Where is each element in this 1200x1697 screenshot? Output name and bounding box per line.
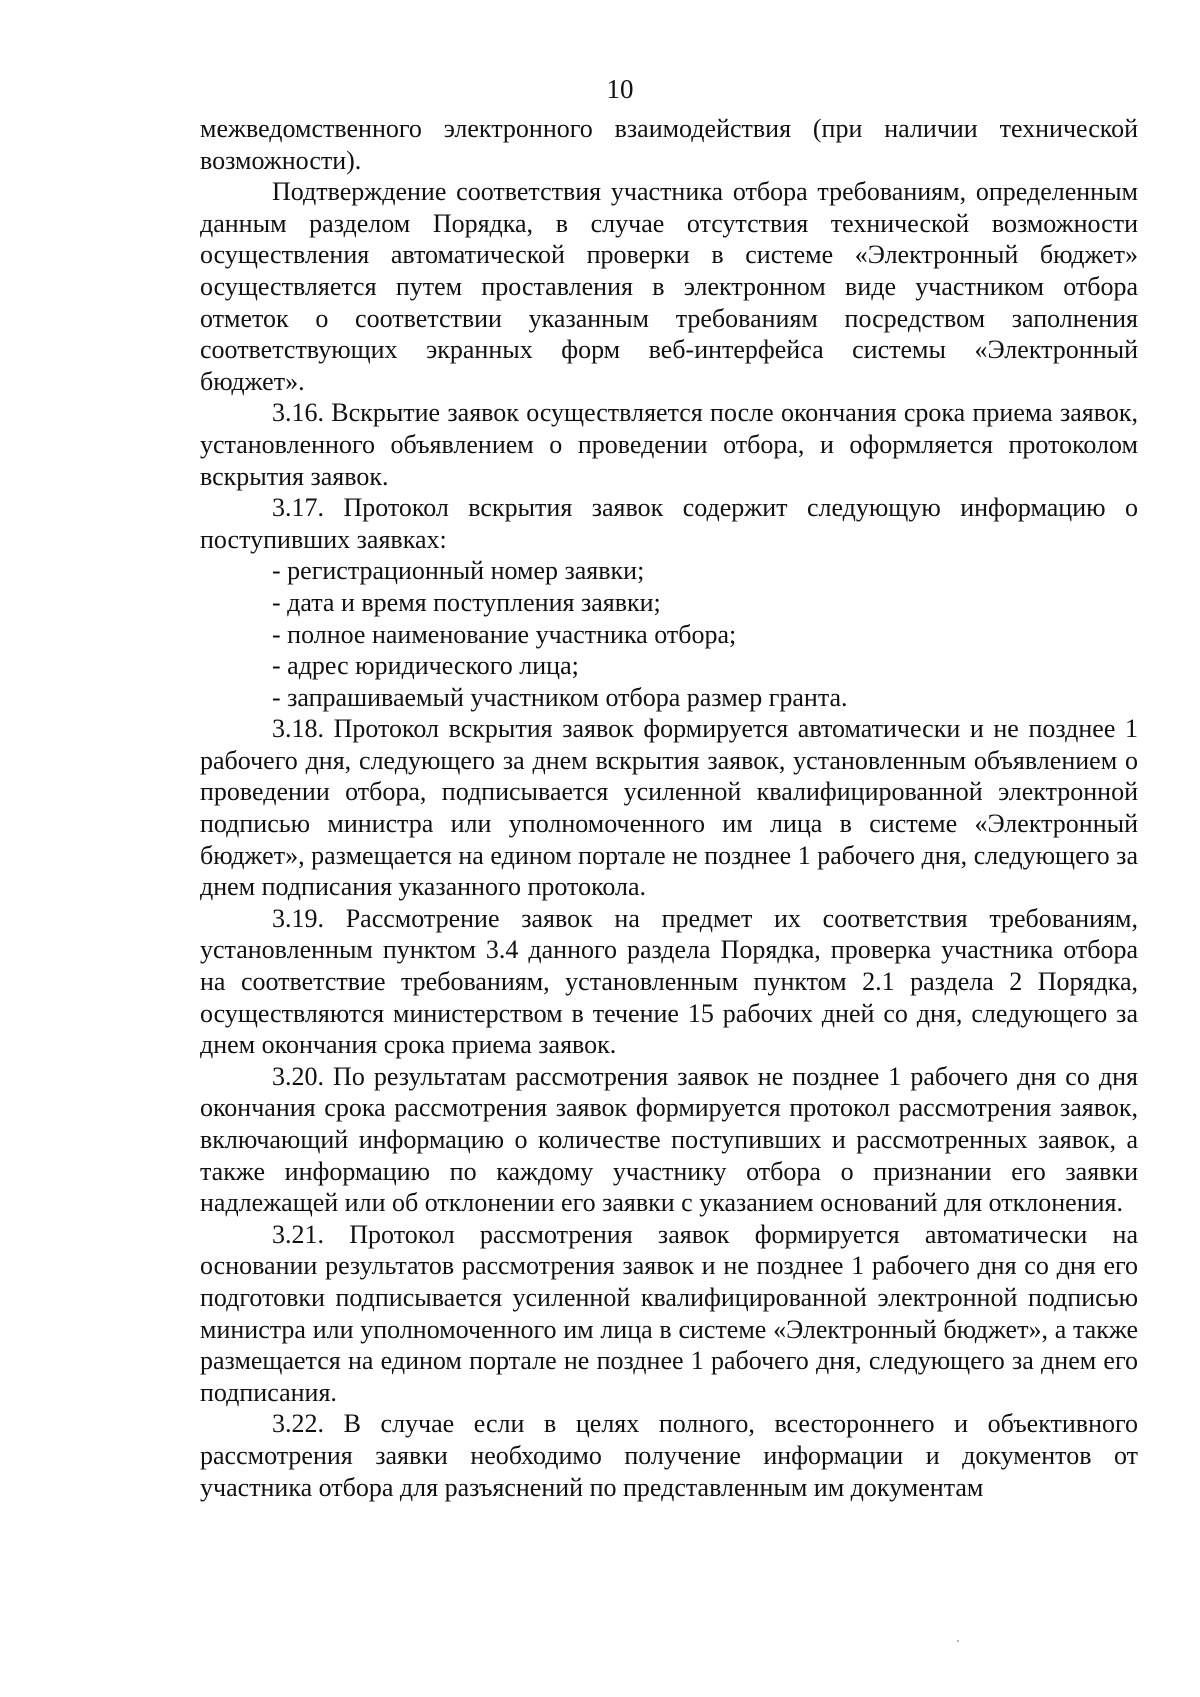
page-number: 10: [606, 74, 634, 104]
paragraph-3-22: 3.22. В случае если в целях полного, всестороннего и объективного рассмотрения заявки необходимо получение информации и документов от участника отбора для разъяснений по представленным им документам: [200, 1409, 1138, 1502]
list-item: - дата и время поступления заявки;: [272, 587, 661, 617]
list-item: - регистрационный номер заявки;: [272, 556, 645, 586]
document-body: [200, 113, 1138, 1503]
paragraph-continuation: межведомственного электронного взаимодействия (при наличии технической возможности).: [200, 114, 1138, 175]
paragraph-3-16: 3.16. Вскрытие заявок осуществляется после окончания срока приема заявок, установленного объявлением о проведении отбора, и оформляется протоколом вскрытия заявок.: [200, 398, 1138, 491]
paragraph-confirmation: Подтверждение соответствия участника отбора требованиям, определенным данным разделом Порядка, в случае отсутствия технической возможности осуществления автоматической проверки в системе «Электронный бюджет» осуществляется путем проставления в электронном виде участником отбора отметок о соответствии указанным требованиям посредством заполнения соответствующих экранных форм веб-интерфейса системы «Электронный бюджет».: [200, 177, 1138, 396]
scan-speck: [957, 1640, 959, 1642]
list-item: - адрес юридического лица;: [272, 651, 579, 681]
list-item: - полное наименование участника отбора;: [272, 619, 737, 649]
paragraph-3-17: 3.17. Протокол вскрытия заявок содержит следующую информацию о поступивших заявках:: [200, 493, 1138, 554]
list-item: - запрашиваемый участником отбора размер гранта.: [272, 682, 848, 712]
paragraph-3-19: 3.19. Рассмотрение заявок на предмет их соответствия требованиям, установленным пунктом 3.4 данного раздела Порядка, проверка участника отбора на соответствие требованиям, установленным пунктом 2.1 раздела 2 Порядка, осуществляются министерством в течение 15 рабочих дней со дня, следующего за днем окончания срока приема заявок.: [200, 903, 1138, 1060]
paragraph-3-21: 3.21. Протокол рассмотрения заявок формируется автоматически на основании результатов рассмотрения заявок и не позднее 1 рабочего дня со дня его подготовки подписывается усиленной квалифицированной электронной подписью министра или уполномоченного им лица в системе «Электронный бюджет», а также размещается на едином портале не позднее 1 рабочего дня, следующего за днем его подписания.: [200, 1219, 1138, 1407]
paragraph-3-18: 3.18. Протокол вскрытия заявок формируется автоматически и не позднее 1 рабочего дня, следующего за днем вскрытия заявок, установленным объявлением о проведении отбора, подписывается усиленной квалифицированной электронной подписью министра или уполномоченного им лица в системе «Электронный бюджет», размещается на едином портале не позднее 1 рабочего дня, следующего за днем подписания указанного протокола.: [200, 714, 1138, 902]
protocol-info-list: [200, 555, 1138, 713]
paragraph-3-20: 3.20. По результатам рассмотрения заявок не позднее 1 рабочего дня со дня окончания срока рассмотрения заявок формируется протокол рассмотрения заявок, включающий информацию о количестве поступивших и рассмотренных заявок, а также информацию по каждому участнику отбора о признании его заявки надлежащей или об отклонении его заявки с указанием оснований для отклонения.: [200, 1061, 1138, 1218]
